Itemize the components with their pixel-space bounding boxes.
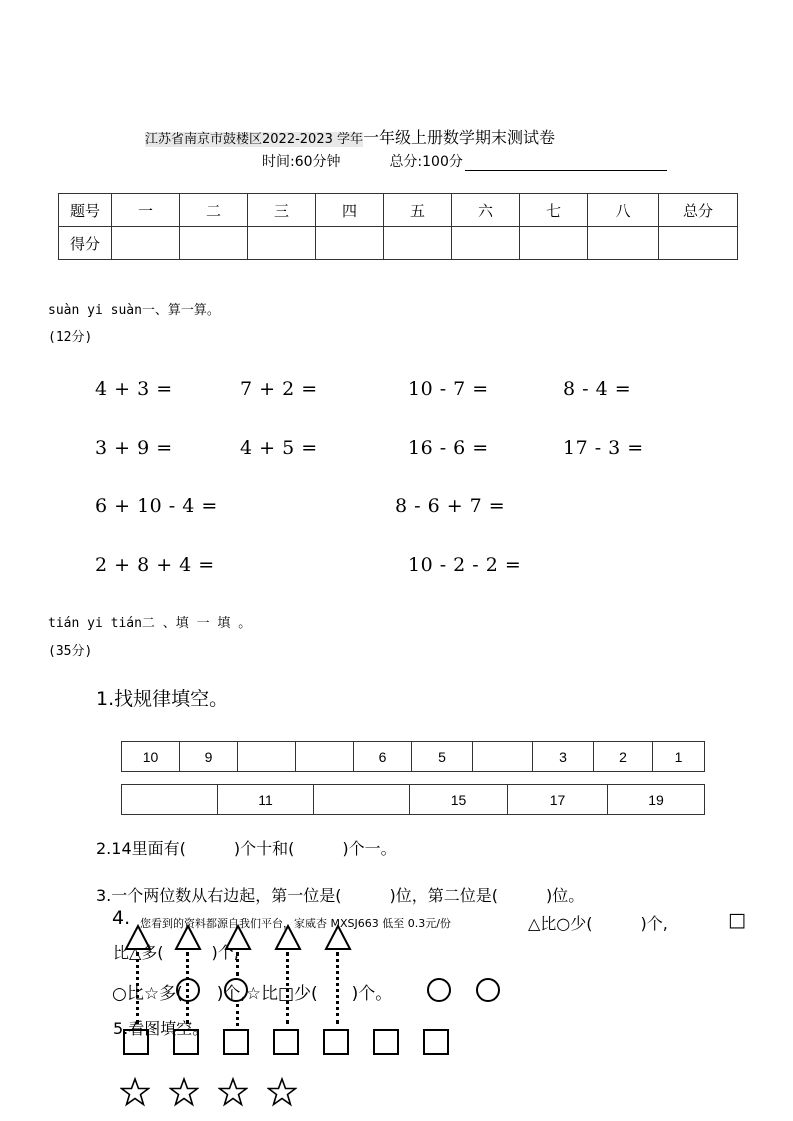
- dotted-line: [336, 952, 339, 1024]
- exam-time: 时间:60分钟: [262, 154, 341, 170]
- square-icon: [222, 1028, 250, 1056]
- sequence-cell: 6: [354, 742, 412, 772]
- star-icon: [267, 1077, 297, 1107]
- section1-points: (12分): [48, 330, 93, 345]
- square-icon: [122, 1028, 150, 1056]
- score-cell[interactable]: [384, 227, 452, 260]
- score-cell[interactable]: [112, 227, 180, 260]
- star-icon: [218, 1077, 248, 1107]
- sequence-cell: 11: [218, 785, 314, 815]
- sequence-blank[interactable]: [314, 785, 410, 815]
- square-icon: [372, 1028, 400, 1056]
- sequence-cell: 5: [412, 742, 473, 772]
- triangle-icon: [224, 924, 252, 952]
- star-icon: [120, 1077, 150, 1107]
- circle-icon: [426, 977, 452, 1003]
- dotted-line: [236, 952, 239, 976]
- score-header-cell: 四: [316, 194, 384, 227]
- question-4-square-end: □: [728, 909, 746, 931]
- score-header-cell: 六: [452, 194, 520, 227]
- watermark-text: 您看到的资料都源自我们平台，家威杏 MXSJ663 低至 0.3元/份: [140, 917, 451, 930]
- square-icon: [272, 1028, 300, 1056]
- square-icon: [422, 1028, 450, 1056]
- question-5: 5.看图填空。: [113, 1019, 209, 1038]
- equation: 8 - 4 =: [563, 378, 632, 400]
- circle-icon: [475, 977, 501, 1003]
- question-2: 2.14里面有( )个十和( )个一。: [96, 839, 397, 858]
- dotted-line: [136, 952, 139, 1024]
- equation: 7 + 2 =: [240, 378, 318, 400]
- question-3: 3.一个两位数从右边起，第一位是( )位，第二位是( )位。: [96, 886, 585, 905]
- score-cell[interactable]: [520, 227, 588, 260]
- sequence-cell: 17: [508, 785, 608, 815]
- sequence-table-2: [121, 784, 705, 815]
- dotted-line: [236, 1004, 239, 1026]
- score-cell[interactable]: [452, 227, 520, 260]
- score-cell[interactable]: [180, 227, 248, 260]
- dotted-line: [286, 952, 289, 1024]
- score-header-cell: 一: [112, 194, 180, 227]
- equation: 8 - 6 + 7 =: [395, 495, 506, 517]
- score-header-cell: 二: [180, 194, 248, 227]
- name-line: [465, 156, 667, 171]
- exam-title: [145, 125, 555, 148]
- sequence-cell: 3: [533, 742, 594, 772]
- exam-info: [262, 151, 667, 171]
- star-icon: [169, 1077, 199, 1107]
- dotted-line: [186, 952, 189, 1024]
- equation: 17 - 3 =: [563, 437, 644, 459]
- equation: 4 + 5 =: [240, 437, 318, 459]
- section2-points: (35分): [48, 644, 93, 659]
- score-table-header-row: [59, 194, 738, 227]
- score-table-score-row: [59, 227, 738, 260]
- sequence-cell: 15: [410, 785, 508, 815]
- title-main: 一年级上册数学期末测试卷: [363, 128, 556, 147]
- equation: 4 + 3 =: [95, 378, 173, 400]
- section2-heading: tián yi tián二 、填 一 填 。: [48, 616, 252, 631]
- sequence-cell: 1: [653, 742, 705, 772]
- question-4-number: 4.: [112, 907, 131, 929]
- score-cell[interactable]: [588, 227, 659, 260]
- square-icon: [322, 1028, 350, 1056]
- sequence-cell: 19: [608, 785, 705, 815]
- sequence-table-1: [121, 741, 705, 772]
- equation: 10 - 2 - 2 =: [408, 554, 522, 576]
- title-prefix: 江苏省南京市鼓楼区: [145, 132, 263, 147]
- triangle-icon: [174, 924, 202, 952]
- equation: 10 - 7 =: [408, 378, 489, 400]
- sequence-cell: 10: [122, 742, 180, 772]
- title-years: 2022-2023 学年: [262, 132, 364, 147]
- triangle-icon: [324, 924, 352, 952]
- score-cell[interactable]: [316, 227, 384, 260]
- sequence-blank[interactable]: [122, 785, 218, 815]
- equation: 2 + 8 + 4 =: [95, 554, 215, 576]
- equation: 6 + 10 - 4 =: [95, 495, 218, 517]
- score-header-cell: 题号: [59, 194, 112, 227]
- question-4-line-c: ○比☆多( )个,☆比□少( )个。: [112, 984, 393, 1004]
- equation: 16 - 6 =: [408, 437, 489, 459]
- sequence-cell: 9: [180, 742, 238, 772]
- score-cell[interactable]: [659, 227, 738, 260]
- triangle-icon: [124, 924, 152, 952]
- question-1: 1.找规律填空。: [96, 688, 229, 710]
- sequence-cell: 2: [594, 742, 653, 772]
- score-header-cell: 七: [520, 194, 588, 227]
- score-header-cell: 八: [588, 194, 659, 227]
- score-table: [58, 193, 738, 260]
- score-row-label: 得分: [59, 227, 112, 260]
- square-icon: [172, 1028, 200, 1056]
- question-4-line-a: △比○少( )个,: [528, 914, 668, 933]
- score-header-cell: 总分: [659, 194, 738, 227]
- sequence-blank[interactable]: [473, 742, 533, 772]
- question-4-line-b: 比△多( )个,: [113, 943, 239, 962]
- sequence-blank[interactable]: [238, 742, 296, 772]
- exam-total: 总分:100分: [389, 154, 463, 170]
- section1-heading: suàn yi suàn一、算一算。: [48, 303, 220, 318]
- triangle-icon: [274, 924, 302, 952]
- circle-icon: [223, 977, 249, 1003]
- equation: 3 + 9 =: [95, 437, 173, 459]
- sequence-blank[interactable]: [296, 742, 354, 772]
- score-header-cell: 三: [248, 194, 316, 227]
- score-cell[interactable]: [248, 227, 316, 260]
- score-header-cell: 五: [384, 194, 452, 227]
